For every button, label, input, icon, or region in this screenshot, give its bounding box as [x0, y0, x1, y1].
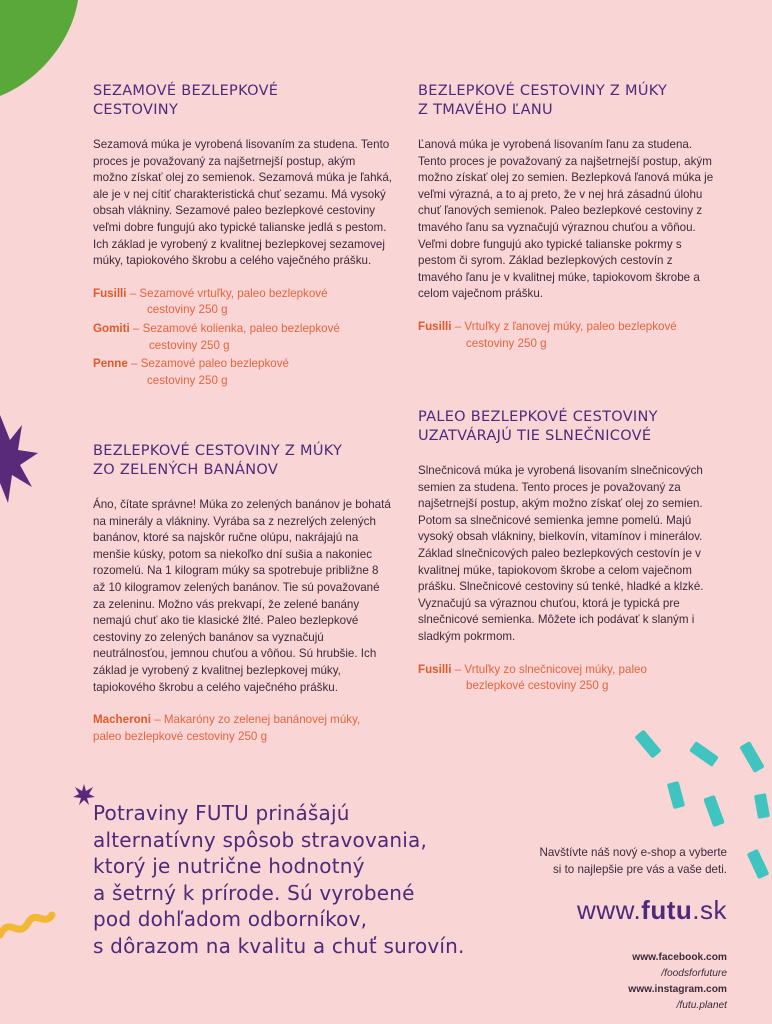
section-sunflower	[418, 408, 718, 695]
product-item: Macheroni – Makaróny zo zelenej banánovej múky, paleo bezlepkové cestoviny 250 g	[93, 713, 361, 743]
eshop-note: Navštívte náš nový e-shop a vyberte si to najlepšie pre vás a vaše deti.	[539, 846, 727, 876]
teal-confetti-icon	[630, 720, 772, 910]
product-item: Fusilli – Sezamové vrtuľky, paleo bezlepkové cestoviny 250 g	[93, 286, 328, 317]
green-leaf-icon	[0, 0, 80, 100]
product-item: Fusilli – Vrtuľky zo slnečnicovej múky, paleo bezlepkové cestoviny 250 g	[418, 662, 647, 693]
yellow-squiggle-icon	[0, 905, 60, 950]
section-body: Sezamová múka je vyrobená lisovaním za studena. Tento proces je považovaný za najšetrnejší postup, akým možno získať olej zo semienok. Sezamová múka je ľahká, ale je v nej cítiť charakteristická chuť sezamu. Má vysoký obsah vlákniny. Sezamové paleo bezlepkové cestoviny veľmi dobre fungujú ako typické talianske jedlá s pestom. Ich základ je vyrobený z kvalitnej bezlepkovej sezamovej múky, tapiokového škrobu a celého vaječného prášku.	[93, 138, 392, 268]
product-item: Fusilli – Vrtuľky z ľanovej múky, paleo bezlepkové cestoviny 250 g	[418, 319, 677, 350]
section-body: Slnečnicová múka je vyrobená lisovaním slnečnicových semien za studena. Tento proces je považovaný za najšetrnejší postup, akým možno získať olej zo semien. Potom sa slnečnicové semienka jemne pomelú. Majú vysoký obsah vlákniny, bielkovín, vitamínov i minerálov. Základ slnečnicových paleo bezlepkových cestovín je v kvalitnej múke, tapiokovom škrobe a celom vaječnom prášku. Slnečnicové cestoviny sú tenké, hladké a klzké. Vyznačujú sa výraznou chuťou, ktorá je typická pre slnečnicové semienka. Môžete ich podávať k slaným i sladkým pokrmom.	[418, 464, 704, 643]
website-link[interactable]: www.futu.sk	[577, 895, 727, 925]
product-item: Gomiti – Sezamové kolienka, paleo bezlepkové cestoviny 250 g	[93, 321, 340, 352]
section-title: PALEO BEZLEPKOVÉ CESTOVINY UZATVÁRAJÚ TIE SLNEČNICOVÉ	[418, 409, 658, 444]
facebook-link[interactable]: www.facebook.com /foodsforfuture	[632, 952, 727, 979]
purple-star-icon	[0, 405, 40, 515]
tagline: Potraviny FUTU prinášajú alternatívny spôsob stravovania, ktorý je nutrične hodnotný a šetrný k prírode. Sú vyrobené pod dohľadom odborníkov, s dôrazom na kvalitu a chuť surovín.	[93, 801, 465, 958]
section-title: BEZLEPKOVÉ CESTOVINY Z MÚKY ZO ZELENÝCH BANÁNOV	[93, 443, 343, 478]
section-dark-flax	[418, 82, 718, 352]
instagram-link[interactable]: www.instagram.com /futu.planet	[628, 984, 727, 1011]
section-green-banana	[93, 442, 393, 745]
social-links	[628, 950, 727, 1014]
product-item: Penne – Sezamové paleo bezlepkové cestoviny 250 g	[93, 357, 289, 387]
section-title: BEZLEPKOVÉ CESTOVINY Z MÚKY Z TMAVÉHO ĽANU	[418, 83, 668, 118]
section-title: SEZAMOVÉ BEZLEPKOVÉ CESTOVINY	[93, 83, 279, 118]
section-body: Áno, čítate správne! Múka zo zelených banánov je bohatá na minerály a vlákniny. Vyrába sa z nezrelých zelených banánov, ktoré sa najskôr ručne olúpu, nakrájajú na menšie kúsky, potom sa niekoľko dní sušia a nakoniec rozomelú. Na 1 kilogram múky sa spotrebuje približne 8 až 10 kilogramov zelených banánov. Tie sú považované za zeleninu. Možno vás prekvapí, že zelené banány nemajú chuť ako tie klasické žlté. Paleo bezlepkové cestoviny zo zelených banánov sa vyznačujú neutrálnosťou, jemnou chuťou a vôňou. Sú hrubšie. Ich základ je vyrobený z kvalitnej bezlepkovej múky, tapiokového škrobu a celého vaječného prášku.	[93, 498, 391, 694]
section-sesame	[93, 82, 393, 389]
section-body: Ľanová múka je vyrobená lisovaním ľanu za studena. Tento proces je považovaný za najšetrnejší postup, akým možno získať olej zo semien. Bezlepková ľanová múka je veľmi výrazná, a to aj preto, že v nej hrá zásadnú úlohu chuť ľanových semienok. Paleo bezlepkové cestoviny z tmavého ľanu sa vyznačujú výraznou chuťou a vôňou. Veľmi dobre fungujú ako typické talianske pokrmy s pestom či syrom. Základ bezlepkových cestovín z tmavého ľanu je v kvalitnej múke, tapiokovom škrobe a celom vaječnom prášku.	[418, 138, 714, 301]
